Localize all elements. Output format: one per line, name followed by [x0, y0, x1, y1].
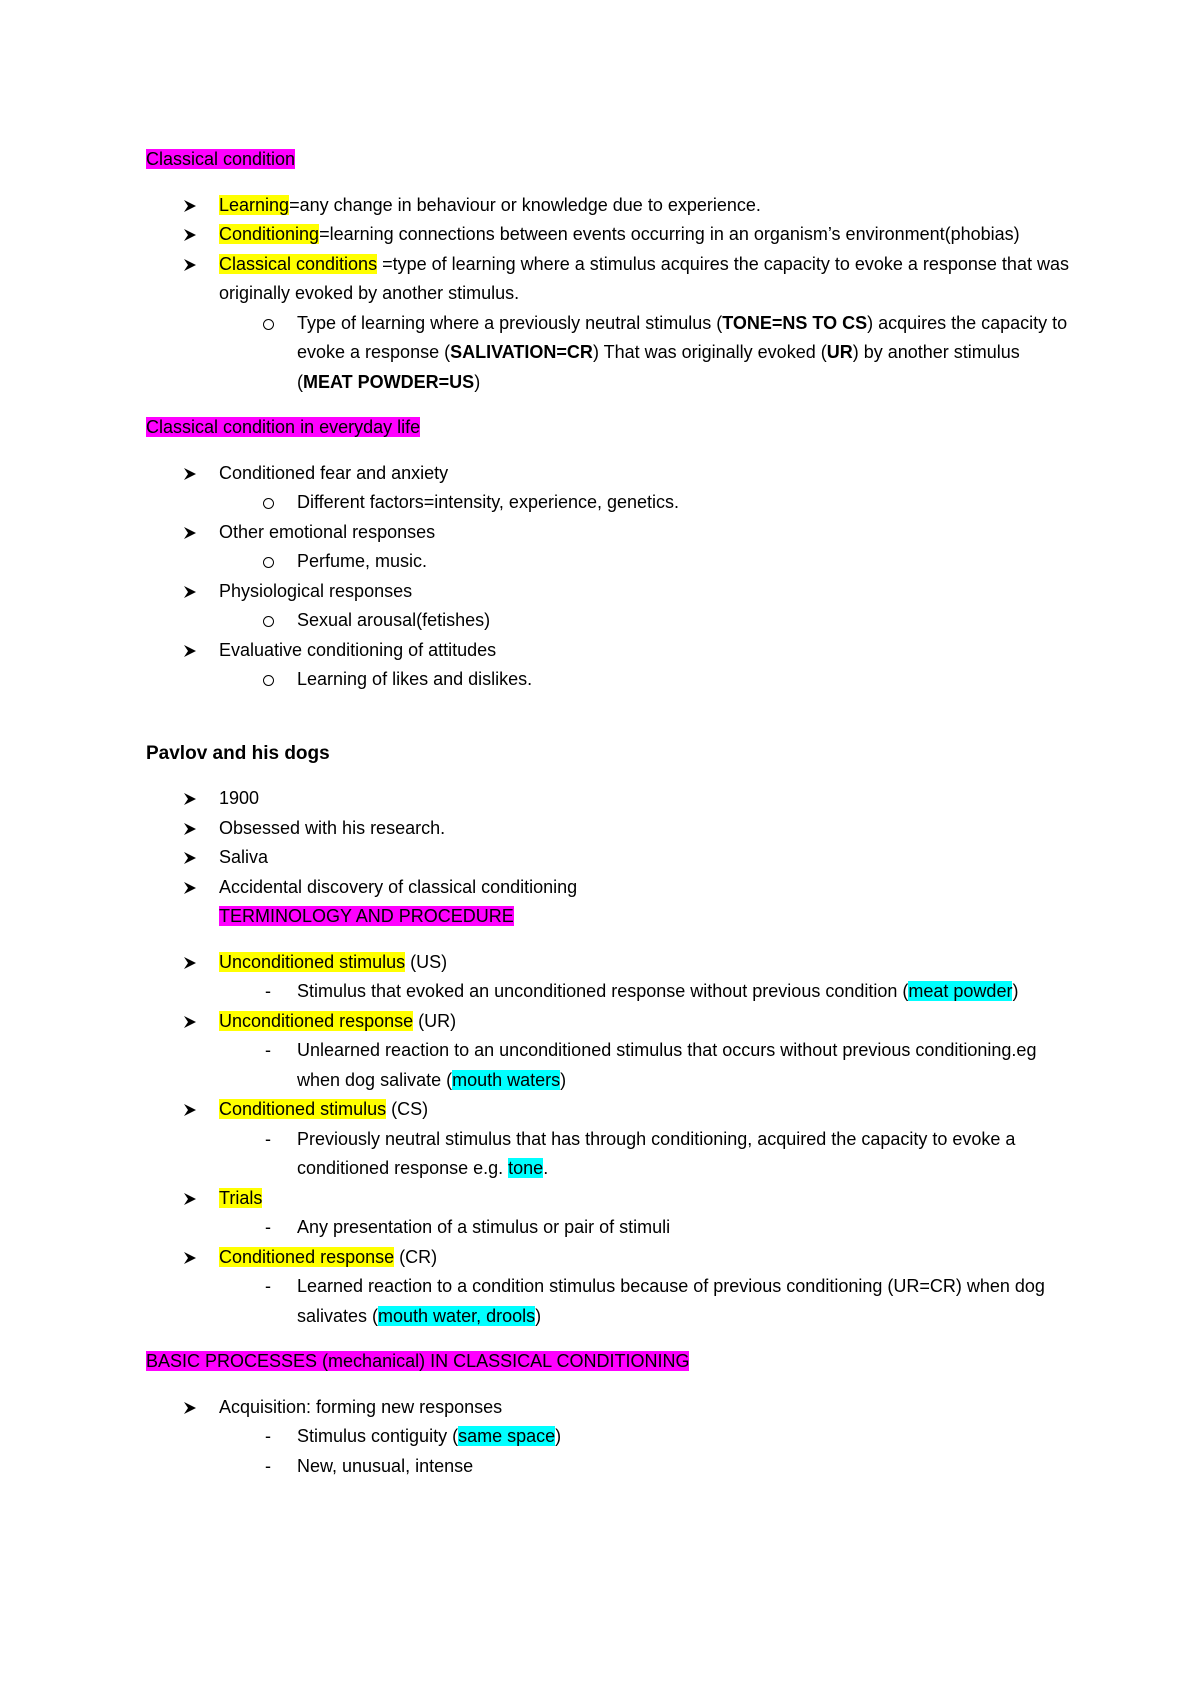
sub-list-item: - Stimulus contiguity (same space) [146, 1422, 1076, 1452]
list-item: Conditioned response (CR) [146, 1243, 1076, 1273]
list-item: Classical conditions =type of learning where a stimulus acquires the capacity to evoke a response that was originally evoked by another stimulus. [146, 250, 1076, 309]
arrowhead-bullet-icon [182, 220, 198, 250]
arrowhead-bullet-icon [182, 250, 198, 280]
list-item [146, 1184, 1076, 1214]
example-highlight: mouth waters [452, 1069, 561, 1090]
sub-list-item: Sexual arousal(fetishes) [146, 606, 1076, 636]
list-item: Learning=any change in behaviour or knowledge due to experience. [146, 191, 1076, 221]
arrowhead-bullet-icon [182, 843, 198, 873]
arrowhead-bullet-icon [182, 814, 198, 844]
term-highlight: Learning [219, 194, 290, 215]
dash-bullet: - [265, 1426, 271, 1446]
dash-bullet: - [265, 1455, 271, 1476]
dash-bullet: - [265, 981, 271, 1001]
list-item: Evaluative conditioning of attitudes [146, 636, 1076, 666]
list-classical-condition [146, 191, 1076, 398]
dash-bullet: - [265, 1128, 271, 1149]
circle-bullet-icon [260, 309, 276, 339]
list-item: Other emotional responses [146, 518, 1076, 548]
arrowhead-bullet-icon [182, 1007, 198, 1037]
sub-list-item: Learning of likes and dislikes. [146, 665, 1076, 695]
dash-bullet: - [265, 1217, 271, 1237]
list-item: 1900 [146, 784, 1076, 814]
list-item: Unconditioned stimulus (US) [146, 948, 1076, 978]
list-everyday-life [146, 459, 1076, 695]
sub-list-item: Perfume, music. [146, 547, 1076, 577]
list-basic-processes [146, 1393, 1076, 1482]
example-highlight: mouth water, drools [378, 1305, 536, 1326]
example-highlight: meat powder [908, 981, 1013, 1001]
arrowhead-bullet-icon [182, 191, 198, 221]
section-heading-terminology: TERMINOLOGY AND PROCEDURE [219, 906, 514, 926]
sub-list-item: - Previously neutral stimulus that has through conditioning, acquired the capacity to evoke a conditioned response e.g. tone. [146, 1125, 1076, 1184]
arrowhead-bullet-icon [182, 518, 198, 548]
term-highlight: Unconditioned stimulus [219, 951, 406, 972]
circle-bullet-icon [260, 547, 276, 577]
section-heading-basic-processes: BASIC PROCESSES (mechanical) IN CLASSICAL CONDITIONING [146, 1351, 690, 1371]
arrowhead-bullet-icon [182, 1184, 198, 1214]
arrowhead-bullet-icon [182, 1095, 198, 1125]
list-item: Conditioning=learning connections between events occurring in an organism’s environment(phobias) [146, 220, 1076, 250]
sub-list-item: - New, unusual, intense [146, 1452, 1076, 1482]
sub-list-item: - Stimulus that evoked an unconditioned response without previous condition (meat powder) [146, 977, 1076, 1007]
example-highlight: tone [508, 1158, 544, 1178]
list-terminology [146, 948, 1076, 1332]
dash-bullet: - [265, 1276, 271, 1296]
arrowhead-bullet-icon [182, 636, 198, 666]
arrowhead-bullet-icon [182, 1393, 198, 1423]
arrowhead-bullet-icon [182, 948, 198, 978]
sub-list-item: - Unlearned reaction to an unconditioned stimulus that occurs without previous conditioning.eg when dog salivate (mouth waters) [146, 1036, 1076, 1095]
sub-list-item: - Any presentation of a stimulus or pair of stimuli [146, 1213, 1076, 1243]
term-highlight: Conditioned response [219, 1246, 395, 1267]
list-item: Physiological responses [146, 577, 1076, 607]
arrowhead-bullet-icon [182, 1243, 198, 1273]
term-highlight: Conditioned stimulus [219, 1099, 387, 1119]
document-page [146, 145, 1076, 1481]
dash-bullet: - [265, 1040, 271, 1060]
section-heading-everyday-life: Classical condition in everyday life [146, 417, 421, 437]
term-highlight: Classical conditions [219, 253, 378, 274]
arrowhead-bullet-icon [182, 577, 198, 607]
list-item: Accidental discovery of classical conditioning [146, 873, 1076, 903]
list-item: Acquisition: forming new responses [146, 1393, 1076, 1423]
term-highlight: Unconditioned response [219, 1010, 414, 1031]
sub-list-item: Type of learning where a previously neutral stimulus (TONE=NS TO CS) acquires the capacity to evoke a response (SALIVATION=CR) That was originally evoked (UR) by another stimulus (MEAT POWDER=US) [146, 309, 1076, 398]
circle-bullet-icon [260, 606, 276, 636]
list-item: Saliva [146, 843, 1076, 873]
list-item: Conditioned stimulus (CS) [146, 1095, 1076, 1125]
section-heading-classical-condition: Classical condition [146, 149, 296, 169]
circle-bullet-icon [260, 665, 276, 695]
arrowhead-bullet-icon [182, 873, 198, 903]
list-pavlov [146, 784, 1076, 902]
term-highlight: Conditioning [219, 224, 320, 244]
arrowhead-bullet-icon [182, 784, 198, 814]
term-highlight: Trials [219, 1187, 263, 1208]
list-item: Unconditioned response (UR) [146, 1007, 1076, 1037]
sub-list-item: - Learned reaction to a condition stimulus because of previous conditioning (UR=CR) when dog salivates (mouth water, drools) [146, 1272, 1076, 1331]
circle-bullet-icon [260, 488, 276, 518]
section-heading-pavlov: Pavlov and his dogs [146, 742, 330, 764]
sub-list-item: Different factors=intensity, experience, genetics. [146, 488, 1076, 518]
list-item: Conditioned fear and anxiety [146, 459, 1076, 489]
arrowhead-bullet-icon [182, 459, 198, 489]
list-item: Obsessed with his research. [146, 814, 1076, 844]
example-highlight: same space [458, 1426, 556, 1446]
